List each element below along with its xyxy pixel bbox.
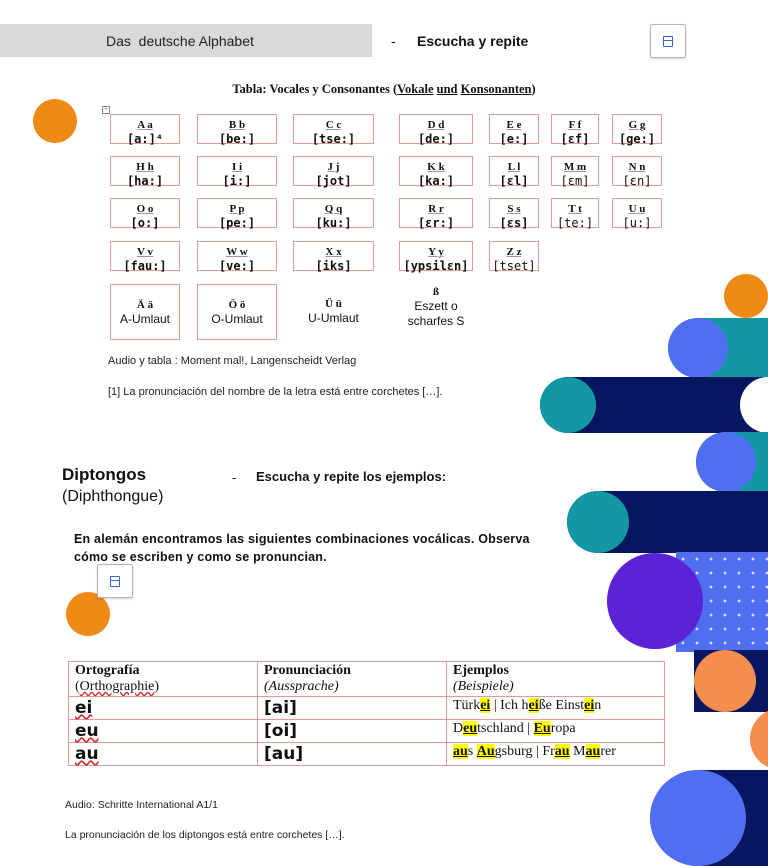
- examples-cell: Deutschland | Europa: [447, 720, 665, 743]
- table-row: [69, 720, 665, 743]
- page-title: Das deutsche Alphabet: [106, 33, 254, 49]
- orange-dot-decoration: [66, 592, 110, 636]
- header-cell: Ejemplos (Beispiele): [447, 662, 665, 697]
- purple-dot-decoration: [607, 553, 703, 649]
- letter-pronunciation: [ha:]: [126, 174, 164, 188]
- letter-cell: [110, 114, 180, 144]
- letter-pronunciation: [te:]: [556, 216, 594, 230]
- letter-pronunciation: [tse:]: [311, 132, 356, 146]
- credit-note: Audio y tabla : Moment mal!, Langenscheidt Verlag: [108, 355, 357, 367]
- umlaut-letter: Ä ä: [136, 299, 154, 311]
- letter-pronunciation: [tset]: [492, 259, 536, 273]
- diptongos-dash: -: [232, 470, 237, 485]
- letter-label: O o: [136, 203, 154, 215]
- letter-label: T t: [568, 203, 582, 215]
- audio-file-icon: [663, 36, 673, 47]
- umlaut-cell: [197, 284, 277, 340]
- letter-pronunciation: [ve:]: [218, 259, 256, 273]
- letter-pronunciation: [o:]: [130, 216, 160, 230]
- pronunciation-cell: [ai]: [258, 697, 447, 720]
- letter-label: P p: [229, 203, 245, 215]
- letter-label: H h: [136, 161, 154, 173]
- letter-cell: [399, 241, 473, 271]
- teal-dot-decoration: [567, 491, 629, 553]
- letter-label: J j: [327, 161, 340, 173]
- letter-label: A a: [137, 119, 153, 131]
- umlaut-cell: [110, 284, 180, 340]
- letter-label: L l: [507, 161, 521, 173]
- diphthong-table: [68, 661, 665, 766]
- pronunciation-cell: [oi]: [258, 720, 447, 743]
- blue-dot-decoration: [668, 318, 728, 378]
- audio-button-alphabet[interactable]: [650, 24, 686, 58]
- pronunciation-cell: [au]: [258, 743, 447, 766]
- letter-cell: [551, 198, 599, 228]
- diptongos-instruction: Escucha y repite los ejemplos:: [256, 469, 447, 484]
- letter-pronunciation: [pe:]: [218, 216, 256, 230]
- letter-pronunciation: [de:]: [417, 132, 455, 146]
- letter-cell: [197, 156, 277, 186]
- letter-cell: [399, 198, 473, 228]
- letter-pronunciation: [i:]: [222, 174, 252, 188]
- letter-pronunciation: [fau:]: [123, 259, 167, 273]
- letter-cell: [197, 114, 277, 144]
- letter-cell: [551, 114, 599, 144]
- header-cell: Pronunciación (Aussprache): [258, 662, 447, 697]
- letter-label: N n: [628, 161, 646, 173]
- letter-cell: [197, 241, 277, 271]
- audio-credit: Audio: Schritte International A1/1: [65, 799, 218, 811]
- letter-cell: [489, 198, 539, 228]
- table-header-row: [69, 662, 665, 697]
- umlaut-name: U-Umlaut: [308, 311, 359, 325]
- letter-label: G g: [628, 119, 646, 131]
- table-row: [69, 743, 665, 766]
- umlaut-name: Eszett o scharfes S: [407, 299, 465, 328]
- letter-pronunciation: [jot]: [315, 174, 352, 188]
- blue-dot-decoration: [650, 770, 746, 866]
- letter-label: C c: [325, 119, 342, 131]
- letter-cell: [612, 114, 662, 144]
- letter-pronunciation: [be:]: [218, 132, 256, 146]
- orthography-cell: eu: [69, 720, 258, 743]
- letter-label: V v: [137, 246, 153, 258]
- letter-pronunciation: [ge:]: [618, 132, 656, 146]
- letter-cell: [612, 198, 662, 228]
- letter-label: R r: [428, 203, 444, 215]
- letter-pronunciation: [ɛr:]: [417, 216, 455, 230]
- letter-label: K k: [427, 161, 445, 173]
- teal-dot-decoration: [540, 377, 596, 433]
- letter-pronunciation: [ɛf]: [560, 132, 590, 146]
- letter-label: B b: [228, 119, 246, 131]
- letter-cell: [293, 114, 374, 144]
- letter-label: Z z: [506, 246, 522, 258]
- salmon-dot-decoration: [694, 650, 756, 712]
- diptongos-paragraph: En alemán encontramos las siguientes combinaciones vocálicas. Observa cómo se escriben y como se pronuncian.: [74, 532, 530, 564]
- salmon-dot-decoration: [750, 708, 768, 770]
- umlaut-name: O-Umlaut: [211, 312, 263, 326]
- umlaut-name: A-Umlaut: [119, 312, 170, 326]
- letter-cell: [489, 156, 539, 186]
- orthography-cell: ei: [69, 697, 258, 720]
- letter-label: E e: [506, 119, 522, 131]
- letter-cell: [612, 156, 662, 186]
- letter-cell: [489, 241, 539, 271]
- umlaut-letter: Ü ü: [325, 298, 342, 310]
- letter-pronunciation: [a:]⁴: [126, 132, 164, 146]
- header-cell: Ortografía (Orthographie): [69, 662, 258, 697]
- examples-cell: aus Augsburg | Frau Maurer: [447, 743, 665, 766]
- letter-cell: [399, 156, 473, 186]
- orange-dot-decoration: [724, 274, 768, 318]
- letter-pronunciation: [iks]: [315, 259, 352, 273]
- letter-label: F f: [568, 119, 582, 131]
- blue-dot-decoration: [696, 432, 756, 492]
- letter-pronunciation: [ypsilɛn]: [403, 259, 469, 273]
- letter-pronunciation: [e:]: [499, 132, 529, 146]
- letter-pronunciation: [ka:]: [417, 174, 455, 188]
- letter-label: I i: [231, 161, 243, 173]
- letter-pronunciation: [ɛs]: [499, 216, 529, 230]
- letter-cell: [293, 156, 374, 186]
- letter-cell: [110, 156, 180, 186]
- letter-pronunciation: [ɛn]: [622, 174, 652, 188]
- letter-cell: [110, 241, 180, 271]
- diphthong-note: La pronunciación de los diptongos está entre corchetes […].: [65, 829, 345, 841]
- letter-label: X x: [325, 246, 342, 258]
- footnote: [1] La pronunciación del nombre de la letra está entre corchetes […].: [108, 386, 443, 398]
- letter-cell: [399, 114, 473, 144]
- examples-cell: Türkei | Ich heiße Einstein: [447, 697, 665, 720]
- audio-button-diptongos[interactable]: [97, 564, 133, 598]
- letter-pronunciation: [ku:]: [315, 216, 352, 230]
- diptongos-heading: Diptongos: [62, 465, 147, 484]
- letter-cell: [489, 114, 539, 144]
- letter-cell: [551, 156, 599, 186]
- header-dash: -: [391, 33, 396, 49]
- letter-label: D d: [427, 119, 445, 131]
- letter-cell: [293, 198, 374, 228]
- letter-cell: [197, 198, 277, 228]
- orange-dot-decoration: [33, 99, 77, 143]
- letter-label: W w: [226, 246, 248, 258]
- umlaut-letter: ß: [432, 286, 440, 298]
- letter-label: U u: [628, 203, 646, 215]
- letter-cell: [293, 241, 374, 271]
- audio-file-icon: [110, 576, 120, 587]
- letter-pronunciation: [ɛl]: [499, 174, 529, 188]
- umlaut-letter: Ö ö: [228, 299, 246, 311]
- umlaut-cell: [293, 284, 374, 340]
- header-instruction: Escucha y repite: [417, 33, 529, 49]
- letter-label: S s: [507, 203, 521, 215]
- orthography-cell: au: [69, 743, 258, 766]
- umlaut-cell: [399, 284, 473, 340]
- diptongos-subheading: (Diphthongue): [62, 488, 164, 505]
- letter-cell: [110, 198, 180, 228]
- letter-label: M m: [563, 161, 587, 173]
- letter-pronunciation: [u:]: [622, 216, 652, 230]
- letter-label: Y y: [428, 246, 444, 258]
- table-title: Tabla: Vocales y Consonantes (Vokale und Konsonanten): [232, 82, 536, 96]
- table-anchor-handle[interactable]: +: [102, 106, 110, 114]
- letter-label: Q q: [324, 203, 343, 215]
- letter-pronunciation: [ɛm]: [560, 174, 590, 188]
- table-row: [69, 697, 665, 720]
